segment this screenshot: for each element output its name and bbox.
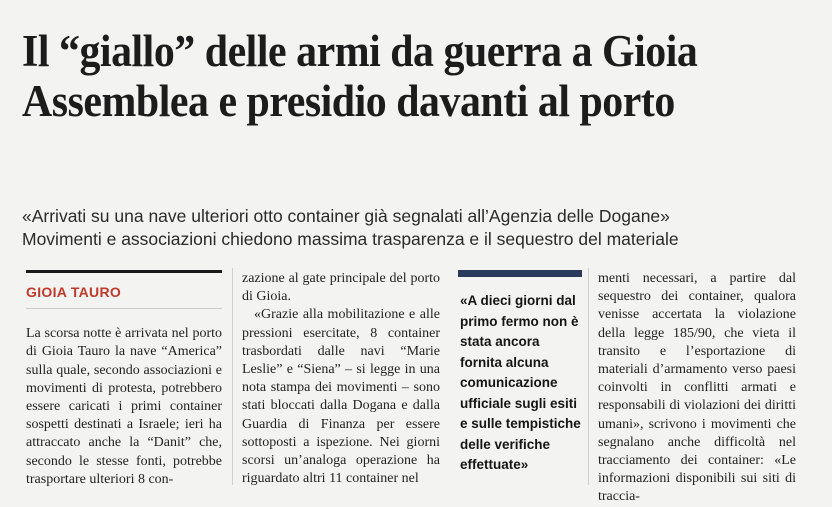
column-4-paragraph: menti necessari, a partire dal sequestro dei container, qualora venisse accertata la violazione della legge 185/90, che vieta il transito e l’esportazione di materiali d’armamento verso paesi coinvolti in conflitti armati e responsabili di violazioni dei diritti umani», scrivono i movimenti che segnalano anche difficoltà nel tracciamento dei container: «Le informazioni disponibili sui siti di traccia-: [598, 271, 796, 505]
pull-quote: «A dieci giorni dal primo fermo non è stata ancora fornita alcuna comunicazione ufficiale sugli esiti e sulle tempistiche delle verifiche effettuate»: [460, 293, 581, 472]
column-divider: [588, 268, 589, 485]
headline-line-1: Il “giallo” delle armi da guerra a Gioia: [22, 26, 698, 76]
subheadline-line-1: «Arrivati su una nave ulteriori otto container già segnalati all’Agenzia delle Dogane»: [22, 206, 670, 226]
pull-quote-box: [458, 270, 582, 476]
headline-line-2: Assemblea e presidio davanti al porto: [22, 76, 675, 126]
article-column-2: [242, 270, 440, 488]
column-1-paragraph: La scorsa notte è arrivata nel porto di Gioia Tauro la nave “America” sulla quale, secondo associazioni e movimenti di protesta, potrebbero essere caricati i primi container sospetti destinati a Israele; ieri ha attraccato anche la “Danit” che, secondo le stesse fonti, potrebbe trasportare ulteriori 8 con-: [26, 326, 222, 487]
column-2-paragraph-2: «Grazie alla mobilitazione e alle pressioni esercitate, 8 container trasbordati dalle navi “Marie Leslie” e “Siena” – si legge in una nota stampa dei movimenti – sono stati bloccati dalla Dogana e dalla Guardia di Finanza per essere sottoposti a ispezione. Nei giorni scorsi un’analoga operazione ha riguardato altri 11 container nel: [242, 307, 440, 487]
column-divider: [232, 268, 233, 485]
section-label: GIOIA TAURO: [26, 273, 222, 309]
pull-quote-bar: [458, 270, 582, 277]
column-2-paragraph-1: zazione al gate principale del porto di Gioia.: [242, 271, 440, 305]
headline: [22, 26, 757, 126]
article-column-4: [598, 270, 796, 507]
article-column-1: [26, 270, 222, 489]
subheadline-line-2: Movimenti e associazioni chiedono massima trasparenza e il sequestro del materiale: [22, 229, 679, 249]
subheadline: [22, 205, 812, 251]
